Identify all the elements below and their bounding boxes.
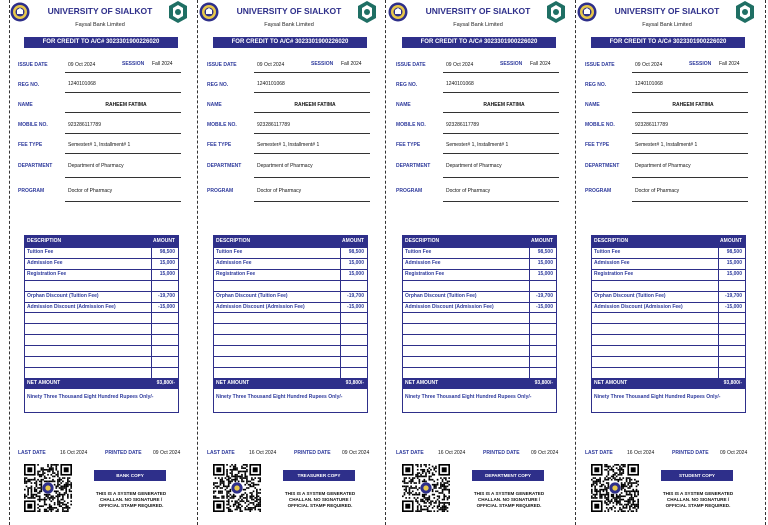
printed-date-value: 09 Oct 2024 [153, 450, 181, 456]
field-underline [443, 177, 559, 178]
mobile-value: 923286117789 [257, 122, 290, 128]
field-underline [65, 153, 181, 154]
field-underline [632, 92, 748, 93]
fee-type-value: Semester# 1, Installment# 1 [635, 142, 698, 148]
field-underline [632, 112, 748, 113]
fee-table-row [214, 258, 367, 268]
fee-amount: 98,500 [159, 249, 175, 255]
session-value: Fall 2024 [530, 61, 551, 67]
fee-description: Admission Discount (Admission Fee) [594, 303, 683, 310]
department-value: Department of Pharmacy [257, 163, 313, 169]
amount-in-words: Ninety Three Thousand Eight Hundred Rupees Only/- [405, 394, 532, 400]
fee-table-row [403, 345, 556, 355]
field-underline [254, 153, 370, 154]
field-underline [443, 153, 559, 154]
session-label: SESSION [500, 61, 523, 67]
fee-table-header [403, 236, 556, 247]
department-label: DEPARTMENT [18, 163, 53, 169]
program-label: PROGRAM [207, 188, 234, 194]
field-underline [254, 133, 370, 134]
cut-line [197, 0, 198, 525]
fee-table-row [592, 302, 745, 312]
fee-table-row [592, 356, 745, 366]
fee-table-row [403, 280, 556, 290]
net-amount-label: NET AMOUNT [594, 380, 628, 386]
fee-table-row [403, 356, 556, 366]
fee-amount: 15,000 [348, 259, 364, 266]
fee-amount: -19,700 [725, 292, 742, 299]
printed-date-label: PRINTED DATE [672, 450, 709, 456]
fee-description: Admission Fee [27, 259, 63, 266]
fee-table-row [25, 367, 178, 377]
program-value: Doctor of Pharmacy [446, 188, 491, 194]
issue-date-label: ISSUE DATE [18, 62, 48, 68]
fee-description: Registration Fee [216, 270, 256, 277]
fee-table-row [592, 247, 745, 257]
net-amount-label: NET AMOUNT [405, 380, 439, 386]
fee-table [591, 235, 746, 413]
bank-name: Faysal Bank Limited [75, 22, 125, 28]
bank-name: Faysal Bank Limited [264, 22, 314, 28]
fee-table-row [214, 312, 367, 322]
name-label: NAME [18, 102, 33, 108]
net-amount-label: NET AMOUNT [27, 380, 61, 386]
reg-no-label: REG NO. [18, 82, 40, 88]
fee-description: Orphan Discount (Tuition Fee) [216, 292, 288, 299]
column-divider [718, 236, 719, 378]
field-underline [443, 112, 559, 113]
field-underline [254, 92, 370, 93]
mobile-value: 923286117789 [68, 122, 101, 128]
system-generated-note: THIS IS A SYSTEM GENERATED CHALLAN. NO SIGNATURE / OFFICIAL STAMP REQUIRED. [662, 491, 734, 509]
net-amount-row [403, 378, 556, 389]
fee-table-row [403, 269, 556, 279]
net-amount-value: 93,800/- [156, 380, 175, 386]
fee-table-row [403, 367, 556, 377]
fee-description: Admission Discount (Admission Fee) [27, 303, 116, 310]
credit-account-banner: FOR CREDIT TO A/C# 3023301900226020 [24, 37, 178, 48]
fee-table-row [214, 247, 367, 257]
fee-table-row [592, 269, 745, 279]
fee-description: Tuition Fee [405, 249, 432, 255]
fee-description: Orphan Discount (Tuition Fee) [405, 292, 477, 299]
qr-code [591, 464, 639, 512]
column-divider [340, 236, 341, 378]
fee-table-row [25, 258, 178, 268]
bank-name: Faysal Bank Limited [642, 22, 692, 28]
amount-in-words: Ninety Three Thousand Eight Hundred Rupees Only/- [216, 394, 343, 400]
reg-no-value: 1240101068 [635, 81, 663, 87]
last-date-label: LAST DATE [207, 450, 235, 456]
credit-account-banner: FOR CREDIT TO A/C# 3023301900226020 [591, 37, 745, 48]
reg-no-label: REG NO. [585, 82, 607, 88]
university-name: UNIVERSITY OF SIALKOT [236, 6, 342, 16]
description-header: DESCRIPTION [216, 238, 251, 244]
fee-table-row [403, 323, 556, 333]
challan-student-copy [575, 0, 759, 525]
fee-amount: 15,000 [537, 270, 553, 277]
fee-table-header [592, 236, 745, 247]
fee-description: Tuition Fee [216, 249, 243, 255]
fee-table-row [403, 334, 556, 344]
field-underline [632, 177, 748, 178]
last-date-value: 16 Oct 2024 [60, 450, 88, 456]
fee-type-label: FEE TYPE [585, 142, 610, 148]
net-amount-row [214, 378, 367, 389]
copy-type-label: DEPARTMENT COPY [472, 470, 544, 481]
system-generated-note: THIS IS A SYSTEM GENERATED CHALLAN. NO SIGNATURE / OFFICIAL STAMP REQUIRED. [95, 491, 167, 509]
department-label: DEPARTMENT [396, 163, 431, 169]
program-label: PROGRAM [18, 188, 45, 194]
fee-type-value: Semester# 1, Installment# 1 [257, 142, 320, 148]
program-label: PROGRAM [585, 188, 612, 194]
fee-table-row [214, 302, 367, 312]
reg-no-value: 1240101068 [68, 81, 96, 87]
fee-table-row [25, 345, 178, 355]
issue-date-value: 09 Oct 2024 [257, 62, 285, 68]
mobile-label: MOBILE NO. [396, 122, 426, 128]
fee-table-row [214, 356, 367, 366]
printed-date-value: 09 Oct 2024 [342, 450, 370, 456]
fee-table-row [592, 345, 745, 355]
cut-line [575, 0, 576, 525]
university-name: UNIVERSITY OF SIALKOT [47, 6, 153, 16]
fee-type-label: FEE TYPE [207, 142, 232, 148]
field-underline [254, 201, 370, 202]
fee-table-row [403, 302, 556, 312]
name-value: RAHEEM FATIMA [105, 102, 147, 108]
session-value: Fall 2024 [152, 61, 173, 67]
fee-type-value: Semester# 1, Installment# 1 [446, 142, 509, 148]
fee-table-row [214, 323, 367, 333]
cut-line [765, 0, 766, 525]
column-divider [151, 236, 152, 378]
fee-table [402, 235, 557, 413]
column-divider [529, 236, 530, 378]
last-date-label: LAST DATE [585, 450, 613, 456]
mobile-label: MOBILE NO. [207, 122, 237, 128]
challan-bank-copy [8, 0, 192, 525]
session-label: SESSION [689, 61, 712, 67]
issue-date-value: 09 Oct 2024 [446, 62, 474, 68]
printed-date-label: PRINTED DATE [483, 450, 520, 456]
fee-amount: -19,700 [347, 292, 364, 299]
field-underline [65, 133, 181, 134]
reg-no-label: REG NO. [207, 82, 229, 88]
amount-in-words: Ninety Three Thousand Eight Hundred Rupees Only/- [27, 394, 154, 400]
fee-description: Tuition Fee [594, 249, 621, 255]
fee-table-row [403, 312, 556, 322]
department-label: DEPARTMENT [207, 163, 242, 169]
field-underline [443, 72, 559, 73]
fee-amount: 98,500 [726, 249, 742, 255]
program-label: PROGRAM [396, 188, 423, 194]
last-date-value: 16 Oct 2024 [438, 450, 466, 456]
last-date-label: LAST DATE [396, 450, 424, 456]
fee-description: Registration Fee [594, 270, 634, 277]
session-value: Fall 2024 [719, 61, 740, 67]
copy-type-label: STUDENT COPY [661, 470, 733, 481]
mobile-label: MOBILE NO. [18, 122, 48, 128]
field-underline [632, 72, 748, 73]
copy-type-label: BANK COPY [94, 470, 166, 481]
fee-table-row [25, 312, 178, 322]
issue-date-label: ISSUE DATE [207, 62, 237, 68]
field-underline [632, 133, 748, 134]
fee-description: Admission Fee [405, 259, 441, 266]
fee-amount: -15,000 [347, 303, 364, 310]
department-value: Department of Pharmacy [68, 163, 124, 169]
reg-no-value: 1240101068 [257, 81, 285, 87]
fee-amount: -15,000 [536, 303, 553, 310]
fee-type-label: FEE TYPE [396, 142, 421, 148]
fee-description: Registration Fee [27, 270, 67, 277]
printed-date-label: PRINTED DATE [105, 450, 142, 456]
fee-type-label: FEE TYPE [18, 142, 43, 148]
session-value: Fall 2024 [341, 61, 362, 67]
last-date-value: 16 Oct 2024 [627, 450, 655, 456]
fee-table-row [592, 258, 745, 268]
field-underline [65, 92, 181, 93]
program-value: Doctor of Pharmacy [68, 188, 113, 194]
printed-date-label: PRINTED DATE [294, 450, 331, 456]
system-generated-note: THIS IS A SYSTEM GENERATED CHALLAN. NO SIGNATURE / OFFICIAL STAMP REQUIRED. [284, 491, 356, 509]
session-label: SESSION [311, 61, 334, 67]
fee-amount: 15,000 [159, 259, 175, 266]
fee-table [213, 235, 368, 413]
qr-code [213, 464, 261, 512]
qr-code [402, 464, 450, 512]
fee-table-row [592, 312, 745, 322]
bank-name: Faysal Bank Limited [453, 22, 503, 28]
field-underline [443, 201, 559, 202]
fee-table-row [592, 291, 745, 301]
fee-amount: -19,700 [536, 292, 553, 299]
amount-in-words: Ninety Three Thousand Eight Hundred Rupees Only/- [594, 394, 721, 400]
challan-treasurer-copy [197, 0, 381, 525]
fee-amount: 98,500 [537, 249, 553, 255]
last-date-value: 16 Oct 2024 [249, 450, 277, 456]
department-label: DEPARTMENT [585, 163, 620, 169]
field-underline [632, 153, 748, 154]
copy-type-label: TREASURER COPY [283, 470, 355, 481]
fee-description: Admission Fee [216, 259, 252, 266]
last-date-label: LAST DATE [18, 450, 46, 456]
net-amount-label: NET AMOUNT [216, 380, 250, 386]
name-value: RAHEEM FATIMA [672, 102, 714, 108]
fee-table-row [592, 334, 745, 344]
fee-table-row [403, 247, 556, 257]
issue-date-value: 09 Oct 2024 [68, 62, 96, 68]
name-label: NAME [207, 102, 222, 108]
fee-table-header [25, 236, 178, 247]
net-amount-value: 93,800/- [345, 380, 364, 386]
issue-date-label: ISSUE DATE [396, 62, 426, 68]
field-underline [254, 112, 370, 113]
credit-account-banner: FOR CREDIT TO A/C# 3023301900226020 [213, 37, 367, 48]
fee-table-row [214, 280, 367, 290]
amount-header: AMOUNT [342, 238, 364, 244]
description-header: DESCRIPTION [27, 238, 62, 244]
reg-no-value: 1240101068 [446, 81, 474, 87]
fee-amount: 15,000 [726, 259, 742, 266]
fee-amount: 15,000 [159, 270, 175, 277]
fee-table-row [25, 280, 178, 290]
field-underline [65, 112, 181, 113]
name-label: NAME [585, 102, 600, 108]
amount-header: AMOUNT [153, 238, 175, 244]
cut-line [9, 0, 10, 525]
net-amount-value: 93,800/- [534, 380, 553, 386]
net-amount-row [25, 378, 178, 389]
credit-account-banner: FOR CREDIT TO A/C# 3023301900226020 [402, 37, 556, 48]
fee-description: Admission Discount (Admission Fee) [405, 303, 494, 310]
fee-table-row [214, 334, 367, 344]
field-underline [254, 72, 370, 73]
field-underline [443, 133, 559, 134]
program-value: Doctor of Pharmacy [257, 188, 302, 194]
fee-description: Admission Discount (Admission Fee) [216, 303, 305, 310]
fee-table-row [403, 258, 556, 268]
challan-department-copy [386, 0, 570, 525]
description-header: DESCRIPTION [405, 238, 440, 244]
cut-line [385, 0, 386, 525]
fee-description: Orphan Discount (Tuition Fee) [594, 292, 666, 299]
university-name: UNIVERSITY OF SIALKOT [614, 6, 720, 16]
fee-type-value: Semester# 1, Installment# 1 [68, 142, 131, 148]
fee-table-row [25, 302, 178, 312]
fee-amount: 15,000 [348, 270, 364, 277]
field-underline [254, 177, 370, 178]
issue-date-label: ISSUE DATE [585, 62, 615, 68]
printed-date-value: 09 Oct 2024 [720, 450, 748, 456]
fee-table-row [25, 269, 178, 279]
fee-amount: 15,000 [726, 270, 742, 277]
fee-table-row [25, 356, 178, 366]
fee-table-row [25, 334, 178, 344]
system-generated-note: THIS IS A SYSTEM GENERATED CHALLAN. NO SIGNATURE / OFFICIAL STAMP REQUIRED. [473, 491, 545, 509]
fee-table-row [25, 247, 178, 257]
fee-amount: -19,700 [158, 292, 175, 299]
reg-no-label: REG NO. [396, 82, 418, 88]
name-value: RAHEEM FATIMA [294, 102, 336, 108]
field-underline [65, 177, 181, 178]
net-amount-value: 93,800/- [723, 380, 742, 386]
fee-description: Orphan Discount (Tuition Fee) [27, 292, 99, 299]
program-value: Doctor of Pharmacy [635, 188, 680, 194]
fee-table-row [403, 291, 556, 301]
fee-amount: 15,000 [537, 259, 553, 266]
fee-table-row [214, 269, 367, 279]
printed-date-value: 09 Oct 2024 [531, 450, 559, 456]
fee-table-row [25, 291, 178, 301]
fee-table-row [214, 367, 367, 377]
fee-table-row [592, 367, 745, 377]
fee-amount: 98,500 [348, 249, 364, 255]
fee-table-row [214, 345, 367, 355]
fee-table-row [592, 323, 745, 333]
fee-table-row [592, 280, 745, 290]
session-label: SESSION [122, 61, 145, 67]
field-underline [632, 201, 748, 202]
fee-table-row [214, 291, 367, 301]
fee-amount: -15,000 [158, 303, 175, 310]
amount-header: AMOUNT [720, 238, 742, 244]
fee-table-row [25, 323, 178, 333]
field-underline [65, 72, 181, 73]
fee-description: Tuition Fee [27, 249, 54, 255]
qr-code [24, 464, 72, 512]
mobile-label: MOBILE NO. [585, 122, 615, 128]
fee-description: Admission Fee [594, 259, 630, 266]
net-amount-row [592, 378, 745, 389]
department-value: Department of Pharmacy [446, 163, 502, 169]
amount-header: AMOUNT [531, 238, 553, 244]
fee-table-header [214, 236, 367, 247]
mobile-value: 923286117789 [635, 122, 668, 128]
field-underline [443, 92, 559, 93]
issue-date-value: 09 Oct 2024 [635, 62, 663, 68]
fee-description: Registration Fee [405, 270, 445, 277]
field-underline [65, 201, 181, 202]
name-value: RAHEEM FATIMA [483, 102, 525, 108]
fee-amount: -15,000 [725, 303, 742, 310]
name-label: NAME [396, 102, 411, 108]
description-header: DESCRIPTION [594, 238, 629, 244]
fee-table [24, 235, 179, 413]
university-name: UNIVERSITY OF SIALKOT [425, 6, 531, 16]
mobile-value: 923286117789 [446, 122, 479, 128]
department-value: Department of Pharmacy [635, 163, 691, 169]
